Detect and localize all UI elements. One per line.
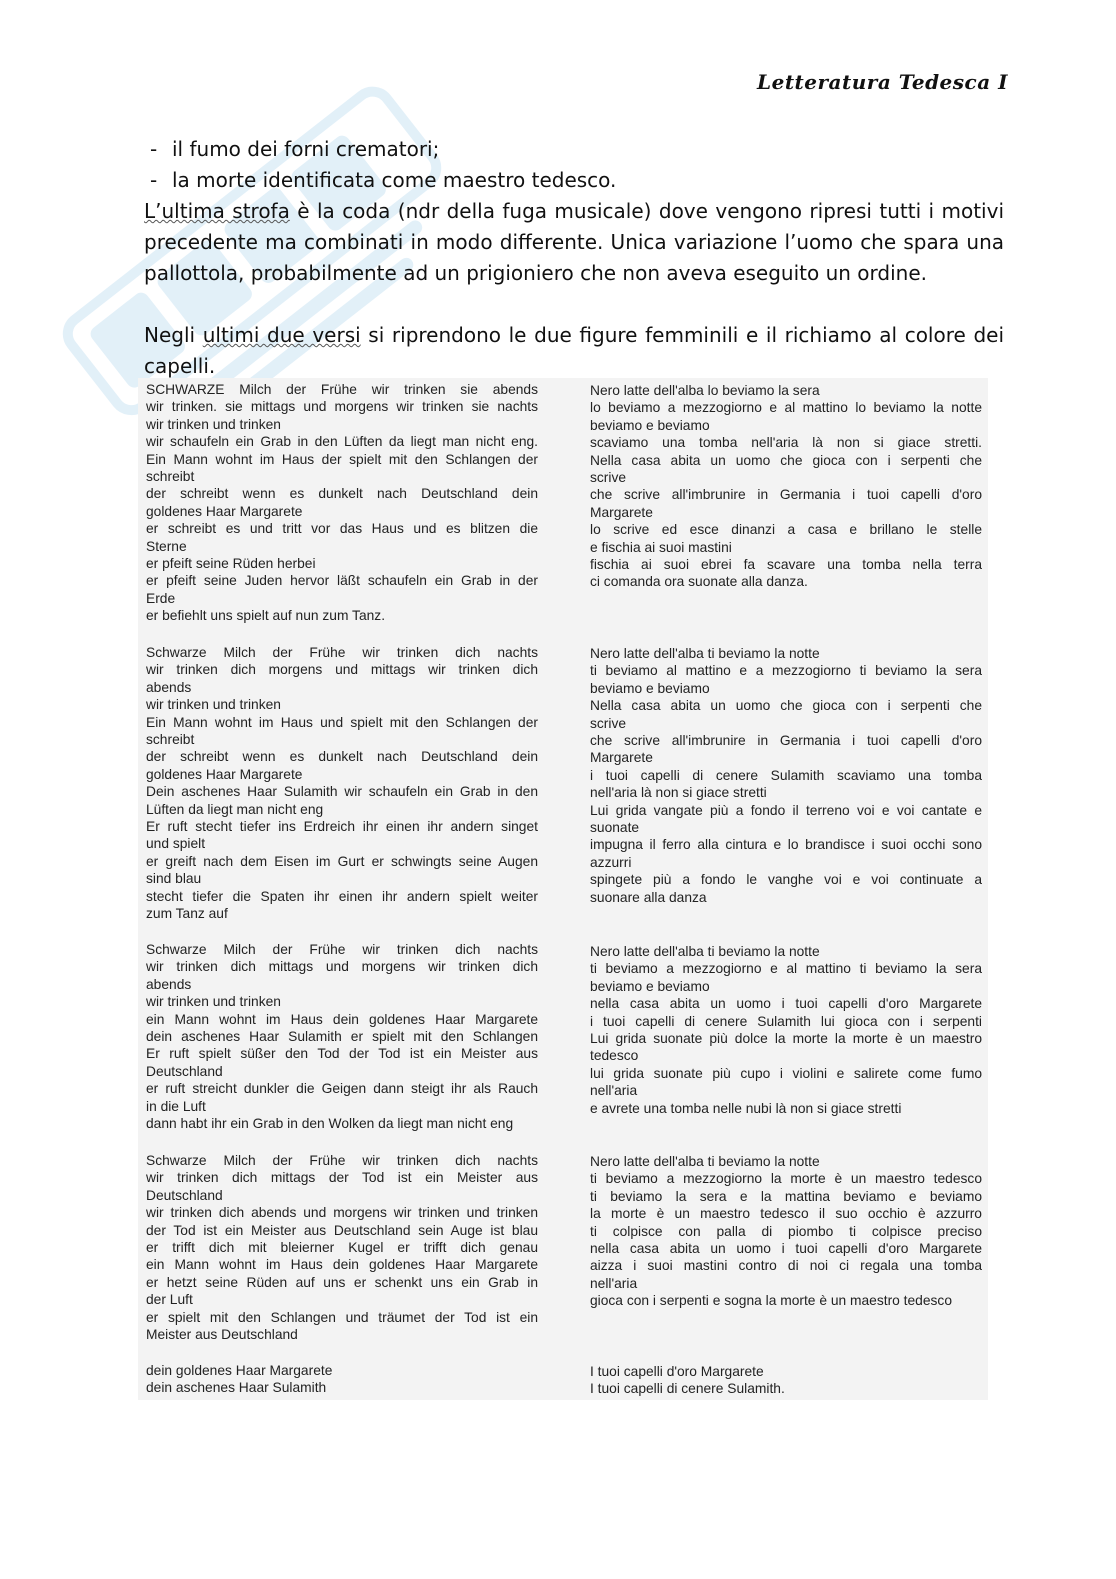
poem-line: der schreibt wenn es dunkelt nach Deutschland dein xyxy=(146,749,538,765)
poem-line: beviamo e beviamo xyxy=(590,978,710,994)
poem-line: lo scrive ed esce dinanzi a casa e brillano le stelle xyxy=(590,522,982,538)
paragraph-ultimi-versi: Negli ultimi due versi si riprendono le due figure femminili e il richiamo al colore dei capelli. xyxy=(144,323,1004,378)
poem-line: I tuoi capelli di cenere Sulamith. xyxy=(590,1381,785,1397)
poem-line: gioca con i serpenti e sogna la morte è un maestro tedesco xyxy=(590,1293,952,1309)
german-stanza xyxy=(146,1152,538,1343)
poem-line: wir schaufeln ein Grab in den Lüften da liegt man nicht eng. xyxy=(146,434,538,450)
poem-line: er ruft streicht dunkler die Geigen dann steigt ihr als Rauch xyxy=(146,1081,538,1097)
poem-line: er hetzt seine Rüden auf uns er schenkt uns ein Grab in xyxy=(146,1274,538,1290)
poem-line: wir trinken. sie mittags und morgens wir trinken sie nachts xyxy=(146,399,538,415)
poem-line: und spielt xyxy=(146,836,206,852)
italian-stanza xyxy=(590,382,982,591)
poem-line: Nella casa abita un uomo che gioca con i serpenti che xyxy=(590,452,982,468)
poem-line: Ein Mann wohnt im Haus der spielt mit den Schlangen der xyxy=(146,451,538,467)
poem-line: ti colpisce con palla di piombo ti colpisce preciso xyxy=(590,1223,982,1239)
poem-line: fischia ai suoi ebrei fa scavare una tomba nella terra xyxy=(590,557,982,573)
poem-line: wir trinken dich mittags und morgens wir trinken dich xyxy=(146,959,538,975)
poem-line: Lui grida vangate più a fondo il terreno voi e voi cantate e xyxy=(590,802,982,818)
bullet-list xyxy=(150,134,616,196)
german-stanza xyxy=(146,1362,538,1397)
italian-stanza xyxy=(590,1363,982,1398)
poem-italian-column xyxy=(590,381,982,1401)
poem-line: sind blau xyxy=(146,871,202,887)
paragraph-ultima-strofa: L’ultima strofa è la coda (ndr della fuga musicale) dove vengono ripresi tutti i motivi precedente ma combinati in modo differente. Unica variazione l’uomo che spara una pallottola, probabilmente ad un prigioniero che non aveva eseguito un ordine. xyxy=(144,199,1004,285)
poem-line: er pfeift seine Rüden herbei xyxy=(146,556,316,572)
poem-line: nell'aria xyxy=(590,1083,638,1099)
poem-german-column xyxy=(146,381,538,1401)
poem-line: wir trinken und trinken xyxy=(146,697,281,713)
poem-line: i tuoi capelli di cenere Sulamith lui gioca con i serpenti xyxy=(590,1013,982,1029)
poem-line: abends xyxy=(146,679,192,695)
poem-line: che scrive all'imbrunire in Germania i tuoi capelli d'oro xyxy=(590,487,982,503)
poem-line: er trifft dich mit bleierner Kugel er trifft dich genau xyxy=(146,1240,538,1256)
poem-line: aizza i suoi mastini contro di noi ci regala una tomba xyxy=(590,1258,982,1274)
poem-line: er spielt mit den Schlangen und träumet der Tod ist ein xyxy=(146,1309,538,1325)
italian-stanza xyxy=(590,943,982,1117)
poem-line: ti beviamo a mezzogiorno la morte è un maestro tedesco xyxy=(590,1171,982,1187)
german-stanza xyxy=(146,381,538,625)
poem-line: dann habt ihr ein Grab in den Wolken da liegt man nicht eng xyxy=(146,1116,514,1132)
poem-line: lo beviamo a mezzogiorno e al mattino lo beviamo la notte xyxy=(590,400,982,416)
poem-line: goldenes Haar Margarete xyxy=(146,766,303,782)
poem-line: impugna il ferro alla cintura e lo brandisce i suoi occhi sono xyxy=(590,837,982,853)
poem-line: Ein Mann wohnt im Haus und spielt mit den Schlangen der xyxy=(146,714,538,730)
page-header-title: Letteratura Tedesca I xyxy=(757,70,1008,94)
poem-line: SCHWARZE Milch der Frühe wir trinken sie abends xyxy=(146,382,538,397)
underlined-phrase: ultimi due versi xyxy=(202,323,361,347)
poem-line: Nero latte dell'alba ti beviamo la notte xyxy=(590,944,820,959)
poem-line: Margarete xyxy=(590,750,653,766)
poem-line: I tuoi capelli d'oro Margarete xyxy=(590,1364,764,1379)
poem-line: schreibt xyxy=(146,469,195,485)
poem-line: che scrive all'imbrunire in Germania i tuoi capelli d'oro xyxy=(590,733,982,749)
german-stanza xyxy=(146,644,538,923)
poem-line: schreibt xyxy=(146,732,195,748)
poem-line: er pfeift seine Juden hervor läßt schaufeln ein Grab in der xyxy=(146,573,538,589)
poem-line: dein aschenes Haar Sulamith xyxy=(146,1380,327,1396)
poem-line: nella casa abita un uomo i tuoi capelli d'oro Margarete xyxy=(590,996,982,1012)
poem-line: ein Mann wohnt im Haus dein goldenes Haar Margarete xyxy=(146,1011,538,1027)
poem-line: wir trinken dich abends und morgens wir trinken und trinken xyxy=(146,1205,538,1221)
bullet-item: - il fumo dei forni crematori; xyxy=(150,137,440,161)
poem-line: e avrete una tomba nelle nubi là non si giace stretti xyxy=(590,1100,902,1116)
poem-line: lui grida suonate più cupo i violini e salirete come fumo xyxy=(590,1065,982,1081)
poem-line: Er ruft stecht tiefer ins Erdreich ihr einen ihr andern singet xyxy=(146,819,538,835)
poem-line: in die Luft xyxy=(146,1098,206,1114)
poem-line: er greift nach dem Eisen im Gurt er schwingts seine Augen xyxy=(146,853,538,869)
poem-line: Meister aus Deutschland xyxy=(146,1327,298,1343)
poem-line: ti beviamo a mezzogiorno e al mattino ti beviamo la sera xyxy=(590,961,982,977)
italian-stanza xyxy=(590,645,982,906)
poem-line: Deutschland xyxy=(146,1187,223,1203)
poem-line: suonare alla danza xyxy=(590,889,707,905)
poem-line: Schwarze Milch der Frühe wir trinken dich nachts xyxy=(146,645,538,660)
poem-line: suonate xyxy=(590,820,640,836)
poem-line: scrive xyxy=(590,470,627,486)
poem-line: Schwarze Milch der Frühe wir trinken dich nachts xyxy=(146,1153,538,1168)
poem-line: la morte è un maestro tedesco il suo occhio è azzurro xyxy=(590,1206,982,1222)
poem-line: beviamo e beviamo xyxy=(590,417,710,433)
poem-line: ein Mann wohnt im Haus dein goldenes Haar Margarete xyxy=(146,1257,538,1273)
bullet-item: - la morte identificata come maestro tedesco. xyxy=(150,168,617,192)
poem-line: i tuoi capelli di cenere Sulamith scaviamo una tomba xyxy=(590,767,982,783)
poem-line: Lüften da liegt man nicht eng xyxy=(146,801,324,817)
poem-line: Nero latte dell'alba ti beviamo la notte xyxy=(590,1154,820,1169)
poem-line: ti beviamo al mattino e a mezzogiorno ti beviamo la sera xyxy=(590,663,982,679)
poem-line: tedesco xyxy=(590,1048,639,1064)
poem-line: Deutschland xyxy=(146,1063,223,1079)
poem-line: beviamo e beviamo xyxy=(590,680,710,696)
poem-line: spingete più a fondo le vanghe voi e voi continuate a xyxy=(590,872,982,888)
poem-line: stecht tiefer die Spaten ihr einen ihr andern spielt weiter xyxy=(146,888,538,904)
underlined-phrase: L’ultima strofa xyxy=(144,199,290,223)
poem-line: er befiehlt uns spielt auf nun zum Tanz. xyxy=(146,608,386,624)
poem-line: Lui grida suonate più dolce la morte la morte è un maestro xyxy=(590,1031,982,1047)
poem-line: Nero latte dell'alba ti beviamo la notte xyxy=(590,646,820,661)
poem-line: nella casa abita un uomo i tuoi capelli d'oro Margarete xyxy=(590,1241,982,1257)
german-stanza xyxy=(146,941,538,1132)
poem-line: scrive xyxy=(590,715,627,731)
poem-line: Schwarze Milch der Frühe wir trinken dich nachts xyxy=(146,942,538,957)
poem-line: wir trinken und trinken xyxy=(146,416,281,432)
poem-line: Erde xyxy=(146,590,176,606)
poem-line: der Tod ist ein Meister aus Deutschland sein Auge ist blau xyxy=(146,1222,538,1238)
italian-stanza xyxy=(590,1153,982,1310)
poem-line: wir trinken dich mittags der Tod ist ein Meister aus xyxy=(146,1170,538,1186)
poem-line: azzurri xyxy=(590,854,632,870)
poem-line: ci comanda ora suonate alla danza. xyxy=(590,574,808,590)
poem-line: nell'aria xyxy=(590,1275,638,1291)
poem-line: er schreibt es und tritt vor das Haus und es blitzen die xyxy=(146,521,538,537)
poem-line: goldenes Haar Margarete xyxy=(146,503,303,519)
poem-line: Sterne xyxy=(146,538,187,554)
poem-line: wir trinken dich morgens und mittags wir trinken dich xyxy=(146,662,538,678)
poem-line: dein goldenes Haar Margarete xyxy=(146,1363,333,1378)
poem-line: zum Tanz auf xyxy=(146,906,228,922)
poem-line: wir trinken und trinken xyxy=(146,994,281,1010)
poem-line: Dein aschenes Haar Sulamith wir schaufeln ein Grab in den xyxy=(146,784,538,800)
poem-line: der Luft xyxy=(146,1292,193,1308)
poem-line: scaviamo una tomba nell'aria là non si giace stretti. xyxy=(590,435,982,451)
poem-line: nell'aria là non si giace stretti xyxy=(590,785,767,801)
poem-line: Er ruft spielt süßer den Tod der Tod ist ein Meister aus xyxy=(146,1046,538,1062)
poem-line: dein aschenes Haar Sulamith er spielt mit den Schlangen xyxy=(146,1029,538,1045)
poem-line: ti beviamo la sera e la mattina beviamo e beviamo xyxy=(590,1188,982,1204)
poem-line: Nella casa abita un uomo che gioca con i serpenti che xyxy=(590,698,982,714)
poem-line: Margarete xyxy=(590,504,653,520)
poem-line: der schreibt wenn es dunkelt nach Deutschland dein xyxy=(146,486,538,502)
poem-line: Nero latte dell'alba lo beviamo la sera xyxy=(590,383,820,398)
poem-line: e fischia ai suoi mastini xyxy=(590,539,732,555)
poem-line: abends xyxy=(146,976,192,992)
